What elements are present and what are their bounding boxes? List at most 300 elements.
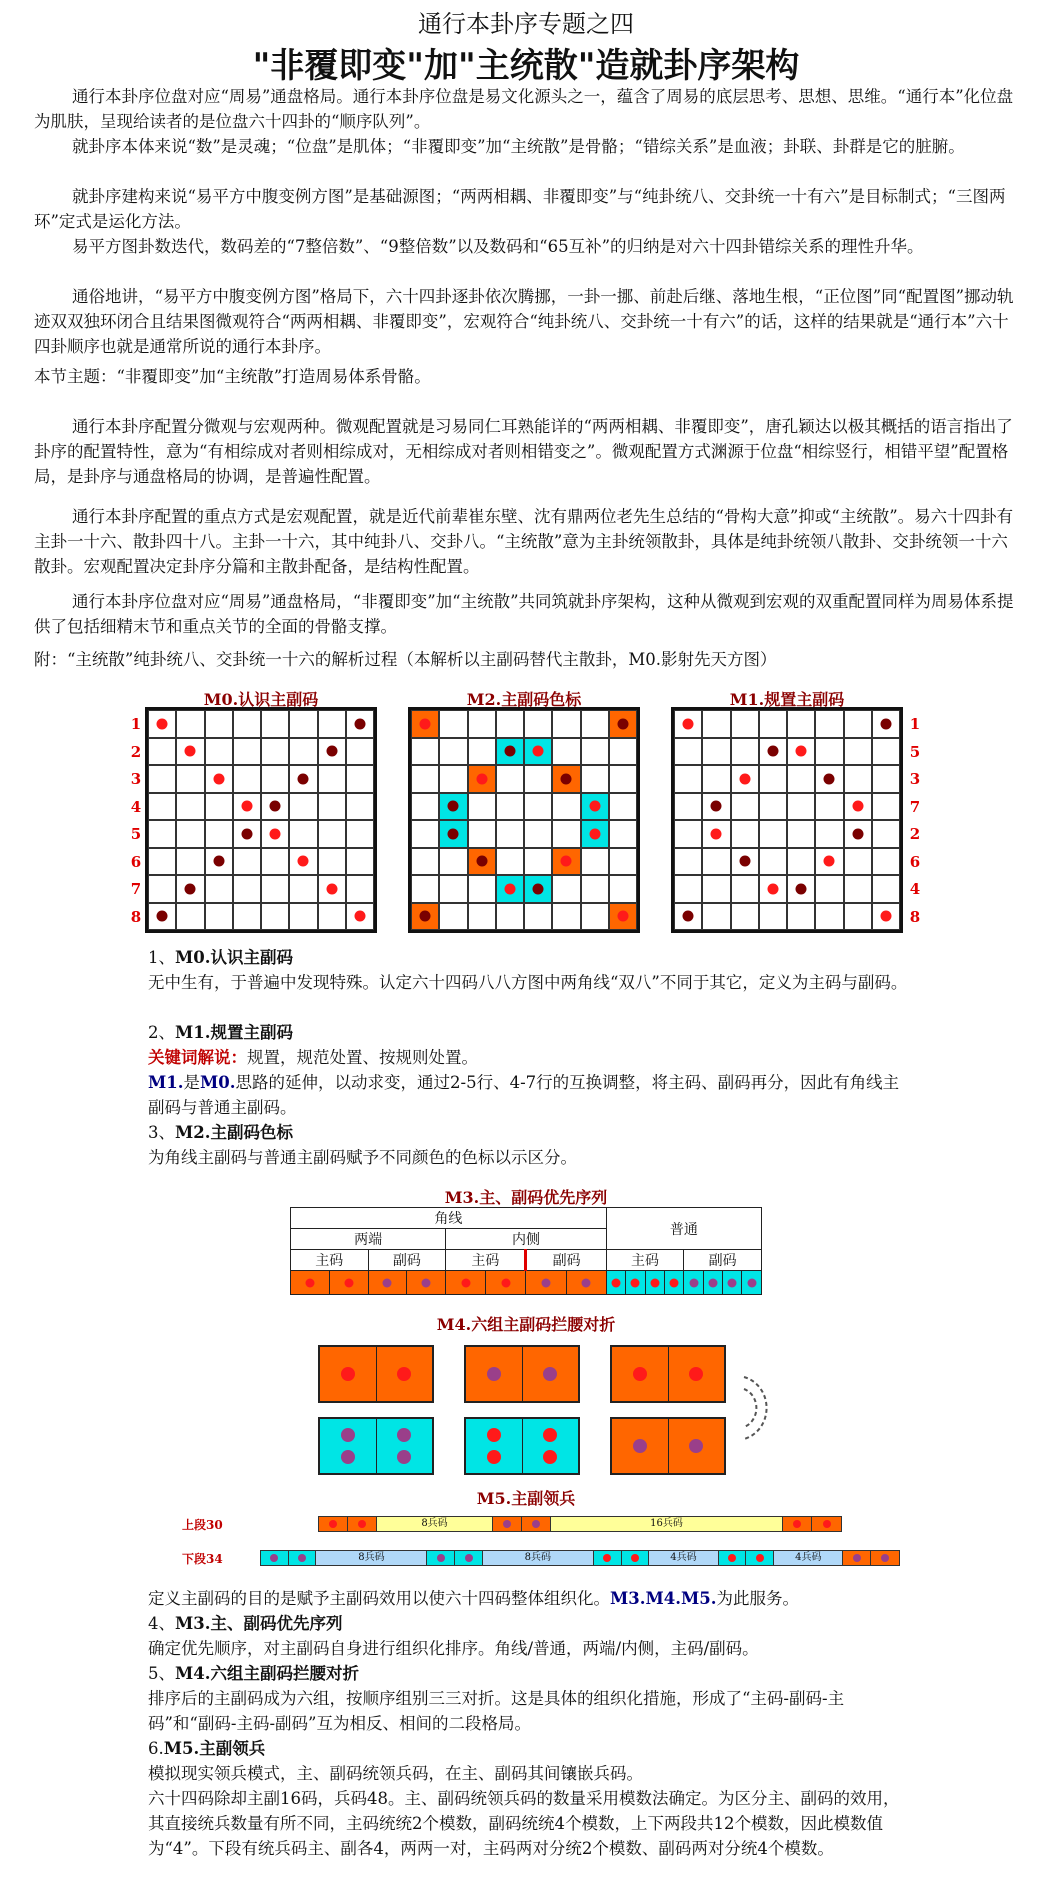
- code-dot: [298, 856, 309, 867]
- body-paragraph-3: 通行本卦序位盘对应“周易”通盘格局，“非覆即变”加“主统散”共同筑就卦序架构，这种从微观到宏观的双重配置同样为周易体系提供了包括细精末节和重点关节的全面的骨骼支撑。: [34, 592, 1014, 636]
- grid-cell: [148, 820, 176, 848]
- explain-3-title: M2.主副码色标: [175, 1123, 293, 1142]
- grid-cell: [411, 875, 439, 903]
- grid-cell: [346, 875, 374, 903]
- grid-cell: [233, 738, 261, 766]
- m4-box-half: [377, 1419, 433, 1473]
- row-number-label: 3: [909, 770, 921, 788]
- grid-cell: [176, 710, 204, 738]
- code-dot: [796, 746, 807, 757]
- grid-cell: [205, 738, 233, 766]
- grid-cell: [787, 738, 815, 766]
- explain-2-keyword-line: [148, 1045, 908, 1070]
- grid-cell: [468, 820, 496, 848]
- grid-cell: [176, 848, 204, 876]
- section-theme: 本节主题：“非覆即变”加“主统散”打造周易体系骨骼。: [34, 367, 431, 386]
- m3-title: M3.主、副码优先序列: [444, 1188, 608, 1207]
- grid-cell: [496, 710, 524, 738]
- grid-cell: [176, 820, 204, 848]
- fold-arrow-icon: [740, 1373, 780, 1443]
- grid-cell: [439, 820, 467, 848]
- code-dot: [501, 1278, 510, 1287]
- m3-sub-fuma-2: 副码: [526, 1250, 606, 1271]
- row-number-label: 4: [909, 880, 921, 898]
- m3-color-row: [291, 1271, 762, 1295]
- grid-cell: [581, 710, 609, 738]
- grid-cell: [205, 903, 233, 931]
- m0-title: M0.认识主副码: [203, 690, 319, 709]
- grid-cell: [581, 848, 609, 876]
- code-dot: [611, 1278, 620, 1287]
- m1-title: M1.规置主副码: [729, 690, 845, 709]
- code-dot: [589, 801, 600, 812]
- code-dot: [241, 828, 252, 839]
- explain-6-heading: [148, 1736, 908, 1761]
- grid-cell: [731, 793, 759, 821]
- code-dot: [298, 773, 309, 784]
- grid-cell: [439, 793, 467, 821]
- grid-cell: [702, 903, 730, 931]
- grid-cell: [411, 793, 439, 821]
- explain-5-num: 5、: [148, 1664, 175, 1683]
- grid-cell: [468, 710, 496, 738]
- grid-cell: [148, 710, 176, 738]
- code-dot: [542, 1278, 551, 1287]
- m2-title: M2.主副码色标: [466, 690, 582, 709]
- grid-cell: [148, 765, 176, 793]
- main-sub-code-segment: [348, 1517, 377, 1531]
- code-dot: [689, 1278, 698, 1287]
- grid-cell: [496, 848, 524, 876]
- code-dot: [747, 1278, 756, 1287]
- grid-cell: [759, 793, 787, 821]
- intro-paragraph-2: 就卦序本体来说“数”是灵魂；“位盘”是肌体；“非覆即变”加“主统散”是骨骼；“错综关系”是血液；卦联、卦群是它的脏腑。: [71, 137, 965, 156]
- row-number-label: 5: [130, 825, 142, 843]
- code-dot: [589, 828, 600, 839]
- code-dot: [465, 1554, 473, 1562]
- code-dot: [437, 1554, 445, 1562]
- explain-1-text: 无中生有，于普遍中发现特殊。认定六十四码八八方图中两角线“双八”不同于其它，定义为主码与副码。: [148, 973, 908, 992]
- code-dot: [487, 1428, 501, 1442]
- grid-cell: [346, 820, 374, 848]
- code-dot: [617, 718, 628, 729]
- grid-cell: [148, 875, 176, 903]
- m3-color-cell: [566, 1271, 606, 1295]
- grid-cell: [609, 820, 637, 848]
- m3-color-cell: [291, 1271, 330, 1295]
- m4-box-half: [466, 1347, 523, 1401]
- code-dot: [683, 718, 694, 729]
- grid-cell: [702, 765, 730, 793]
- grid-cell: [759, 710, 787, 738]
- grid-cell: [609, 738, 637, 766]
- grid-cell: [731, 820, 759, 848]
- code-dot: [543, 1428, 557, 1442]
- m3-color-cell: [606, 1271, 625, 1295]
- code-dot: [633, 1367, 647, 1381]
- code-dot: [881, 1554, 889, 1562]
- grid-cell: [872, 848, 900, 876]
- grid-cell: [844, 820, 872, 848]
- grid-cell: [844, 793, 872, 821]
- explain-2-is: 是: [183, 1073, 200, 1092]
- explain-2-body: [148, 1070, 908, 1120]
- row-number-label: 2: [909, 825, 921, 843]
- m3-sub-zhuma-2: 主码: [446, 1250, 526, 1271]
- m3-table: [290, 1207, 762, 1295]
- grid-cell: [496, 875, 524, 903]
- grid-cell: [759, 738, 787, 766]
- grid-cell: [233, 820, 261, 848]
- main-sub-code-segment: [522, 1517, 551, 1531]
- grid-cell: [581, 903, 609, 931]
- grid-cell: [289, 765, 317, 793]
- m0-grid: [145, 707, 377, 933]
- code-dot: [670, 1278, 679, 1287]
- m5-lower-label: 下段34: [182, 1552, 223, 1566]
- explain-6-title: M5.主副领兵: [163, 1739, 266, 1758]
- grid-cell: [176, 793, 204, 821]
- m4-box-half: [377, 1347, 433, 1401]
- grid-cell: [524, 848, 552, 876]
- m5-lower-bar: [260, 1550, 900, 1566]
- grid-cell: [148, 793, 176, 821]
- grid-cell: [787, 765, 815, 793]
- grid-cell: [205, 710, 233, 738]
- grid-cell: [552, 738, 580, 766]
- grid-cell: [468, 903, 496, 931]
- grid-cell: [411, 903, 439, 931]
- grid-cell: [702, 820, 730, 848]
- code-dot: [728, 1278, 737, 1287]
- grid-cell: [674, 765, 702, 793]
- code-dot: [728, 1554, 736, 1562]
- code-dot: [461, 1278, 470, 1287]
- grid-cell: [815, 793, 843, 821]
- grid-cell: [205, 820, 233, 848]
- grid-cell: [844, 848, 872, 876]
- m4-box-half: [320, 1419, 377, 1473]
- code-dot: [824, 856, 835, 867]
- grid-cell: [759, 765, 787, 793]
- grid-cell: [205, 848, 233, 876]
- grid-cell: [581, 875, 609, 903]
- grid-cell: [759, 875, 787, 903]
- explain-4-num: 4、: [148, 1614, 175, 1633]
- m3-header-neice: 内侧: [446, 1229, 607, 1250]
- grid-cell: [318, 903, 346, 931]
- grid-cell: [439, 738, 467, 766]
- row-number-label: 6: [130, 852, 142, 871]
- row-number-label: 8: [130, 907, 142, 926]
- code-dot: [880, 911, 891, 922]
- grid-cell: [844, 765, 872, 793]
- grid-cell: [205, 875, 233, 903]
- code-dot: [582, 1278, 591, 1287]
- grid-cell: [289, 820, 317, 848]
- grid-cell: [787, 793, 815, 821]
- grid-cell: [261, 848, 289, 876]
- code-dot: [213, 856, 224, 867]
- m4-box-half: [523, 1419, 579, 1473]
- explain-2-keyword-text: 规置，规范处置、按规则处置。: [247, 1048, 478, 1067]
- grid-cell: [233, 903, 261, 931]
- grid-cell: [815, 848, 843, 876]
- explain-1-title: M0.认识主副码: [175, 948, 293, 967]
- grid-cell: [731, 738, 759, 766]
- m3-color-cell: [703, 1271, 722, 1295]
- code-dot: [344, 1278, 353, 1287]
- grid-cell: [702, 848, 730, 876]
- grid-cell: [787, 710, 815, 738]
- code-dot: [603, 1554, 611, 1562]
- main-sub-code-segment: [493, 1517, 522, 1531]
- grid-cell: [411, 710, 439, 738]
- code-dot: [689, 1367, 703, 1381]
- grid-cell: [261, 765, 289, 793]
- grid-cell: [233, 710, 261, 738]
- grid-cell: [524, 903, 552, 931]
- m3-color-cell: [723, 1271, 742, 1295]
- grid-cell: [261, 820, 289, 848]
- grid-cell: [815, 765, 843, 793]
- m5-upper-bar: [318, 1516, 842, 1532]
- grid-cell: [261, 875, 289, 903]
- m3-color-cell: [742, 1271, 762, 1295]
- grid-cell: [815, 820, 843, 848]
- m3-color-cell: [407, 1271, 446, 1295]
- explain-3-heading: [148, 1120, 908, 1145]
- code-dot: [793, 1520, 801, 1528]
- grid-cell: [872, 903, 900, 931]
- m4-box-half: [320, 1347, 377, 1401]
- m5-upper-label: 上段30: [182, 1518, 223, 1532]
- grid-cell: [674, 820, 702, 848]
- code-dot: [397, 1450, 411, 1464]
- grid-cell: [439, 710, 467, 738]
- grid-cell: [439, 903, 467, 931]
- code-dot: [711, 828, 722, 839]
- m3-sub-fuma-1: 副码: [368, 1250, 446, 1271]
- code-dot: [270, 801, 281, 812]
- grid-cell: [552, 710, 580, 738]
- m5-title: M5.主副领兵: [476, 1489, 576, 1508]
- grid-cell: [872, 738, 900, 766]
- grid-cell: [731, 903, 759, 931]
- soldier-code-segment: 4兵码: [649, 1551, 718, 1565]
- explain-3-text: 为角线主副码与普通主副码赋予不同颜色的色标以示区分。: [148, 1148, 577, 1167]
- m4-group-box: [464, 1345, 580, 1403]
- main-sub-code-segment: [622, 1551, 650, 1565]
- grid-cell: [759, 820, 787, 848]
- grid-cell: [289, 848, 317, 876]
- code-dot: [397, 1428, 411, 1442]
- definition-text: 定义主副码的目的是赋予主副码效用以使六十四码整体组织化。: [148, 1589, 610, 1608]
- grid-cell: [552, 820, 580, 848]
- m4-group-box: [318, 1417, 434, 1475]
- code-dot: [487, 1367, 501, 1381]
- grid-cell: [176, 765, 204, 793]
- code-dot: [241, 801, 252, 812]
- grid-cell: [674, 793, 702, 821]
- grid-cell: [318, 820, 346, 848]
- code-dot: [504, 746, 515, 757]
- row-number-label: 1: [909, 715, 921, 733]
- grid-cell: [524, 710, 552, 738]
- code-dot: [487, 1450, 501, 1464]
- grid-cell: [552, 903, 580, 931]
- explain-2-m1-ref: M1.: [148, 1073, 184, 1092]
- grid-cell: [176, 903, 204, 931]
- grid-cell: [411, 848, 439, 876]
- m3-color-cell: [626, 1271, 645, 1295]
- grid-cell: [872, 875, 900, 903]
- code-dot: [533, 746, 544, 757]
- code-dot: [633, 1439, 647, 1453]
- grid-cell: [759, 848, 787, 876]
- main-sub-code-segment: [455, 1551, 483, 1565]
- explain-2-title: M1.规置主副码: [175, 1023, 293, 1042]
- soldier-code-segment: 8兵码: [377, 1517, 493, 1531]
- definition-refs: M3.M4.M5.: [610, 1589, 717, 1608]
- grid-cell: [581, 765, 609, 793]
- body-paragraph-2: 通行本卦序配置的重点方式是宏观配置，就是近代前辈崔东壁、沈有鼎两位老先生总结的“骨构大意”抑或“主统散”。易六十四卦有主卦一十六、散卦四十八。主卦一十六，其中纯卦八、交卦八。“主统散”意为主卦统领散卦，具体是纯卦统领八散卦、交卦统领一十六散卦。宏观配置决定卦序分篇和主散卦配备，是结构性配置。: [34, 507, 1014, 576]
- grid-cell: [411, 820, 439, 848]
- appendix-note: 附：“主统散”纯卦统八、交卦统一十六的解析过程（本解析以主副码替代主散卦，M0.影射先天方图）: [34, 650, 777, 669]
- row-number-label: 2: [130, 742, 142, 761]
- grid-cell: [289, 710, 317, 738]
- main-sub-code-segment: [746, 1551, 774, 1565]
- code-dot: [739, 773, 750, 784]
- code-dot: [185, 746, 196, 757]
- grid-cell: [731, 765, 759, 793]
- grid-cell: [439, 848, 467, 876]
- grid-cell: [318, 710, 346, 738]
- code-dot: [305, 1278, 314, 1287]
- m3-sub-fuma-3: 副码: [684, 1250, 762, 1271]
- grid-cell: [439, 875, 467, 903]
- grid-cell: [609, 710, 637, 738]
- grid-cell: [496, 765, 524, 793]
- grid-cell: [318, 765, 346, 793]
- m2-grid: [408, 707, 640, 933]
- row-number-label: 7: [130, 880, 142, 898]
- grid-cell: [346, 738, 374, 766]
- code-dot: [341, 1450, 355, 1464]
- main-sub-code-segment: [783, 1517, 812, 1531]
- grid-cell: [439, 765, 467, 793]
- grid-cell: [731, 875, 759, 903]
- m3-color-cell: [645, 1271, 664, 1295]
- code-dot: [504, 883, 515, 894]
- grid-cell: [524, 820, 552, 848]
- code-dot: [270, 1554, 278, 1562]
- m4-group-box: [610, 1417, 726, 1475]
- grid-cell: [609, 875, 637, 903]
- grid-cell: [609, 903, 637, 931]
- intro-paragraph-3: 就卦序建构来说“易平方中腹变例方图”是基础源图；“两两相耦、非覆即变”与“纯卦统八、交卦统一十有六”是目标制式；“三图两环”定式是运化方法。: [34, 187, 1006, 231]
- grid-cell: [148, 848, 176, 876]
- code-dot: [689, 1439, 703, 1453]
- grid-cell: [674, 738, 702, 766]
- code-dot: [354, 718, 365, 729]
- explain-6-num: 6.: [148, 1739, 164, 1758]
- grid-cell: [674, 903, 702, 931]
- soldier-code-segment: 8兵码: [316, 1551, 427, 1565]
- grid-cell: [702, 738, 730, 766]
- grid-cell: [872, 710, 900, 738]
- main-sub-code-segment: [319, 1517, 348, 1531]
- grid-cell: [496, 793, 524, 821]
- explain-4-heading: [148, 1611, 908, 1636]
- grid-cell: [609, 848, 637, 876]
- m3-color-cell: [684, 1271, 703, 1295]
- m3-header-liangduan: 两端: [291, 1229, 446, 1250]
- code-dot: [341, 1367, 355, 1381]
- grid-cell: [787, 875, 815, 903]
- code-dot: [157, 911, 168, 922]
- grid-cell: [552, 875, 580, 903]
- code-dot: [383, 1278, 392, 1287]
- explain-2-heading: [148, 1020, 908, 1045]
- grid-cell: [674, 875, 702, 903]
- code-dot: [756, 1554, 764, 1562]
- m3-color-cell: [526, 1271, 566, 1295]
- code-dot: [326, 746, 337, 757]
- m4-box-half: [523, 1347, 579, 1401]
- code-dot: [739, 856, 750, 867]
- m3-sub-zhuma-1: 主码: [291, 1250, 369, 1271]
- row-number-label: 4: [130, 797, 142, 816]
- grid-cell: [233, 765, 261, 793]
- explain-3-num: 3、: [148, 1123, 175, 1142]
- main-sub-code-segment: [719, 1551, 747, 1565]
- grid-cell: [581, 738, 609, 766]
- grid-cell: [815, 875, 843, 903]
- grid-cell: [411, 738, 439, 766]
- definition-line: [148, 1586, 908, 1611]
- m4-group-box: [318, 1345, 434, 1403]
- grid-cell: [702, 710, 730, 738]
- code-dot: [880, 718, 891, 729]
- m4-group-box: [464, 1417, 580, 1475]
- grid-cell: [552, 848, 580, 876]
- explain-1-heading: [148, 945, 908, 970]
- m4-box-half: [612, 1347, 669, 1401]
- grid-cell: [844, 710, 872, 738]
- code-dot: [213, 773, 224, 784]
- soldier-code-segment: 4兵码: [774, 1551, 843, 1565]
- grid-cell: [289, 738, 317, 766]
- grid-cell: [261, 738, 289, 766]
- code-dot: [617, 911, 628, 922]
- grid-cell: [176, 738, 204, 766]
- m4-box-half: [669, 1347, 725, 1401]
- grid-cell: [289, 903, 317, 931]
- row-number-label: 7: [909, 797, 921, 816]
- code-dot: [358, 1520, 366, 1528]
- code-dot: [476, 773, 487, 784]
- grid-cell: [872, 820, 900, 848]
- grid-cell: [552, 793, 580, 821]
- grid-cell: [844, 738, 872, 766]
- grid-cell: [581, 793, 609, 821]
- code-dot: [631, 1554, 639, 1562]
- grid-cell: [872, 765, 900, 793]
- code-dot: [852, 828, 863, 839]
- code-dot: [270, 828, 281, 839]
- grid-cell: [787, 848, 815, 876]
